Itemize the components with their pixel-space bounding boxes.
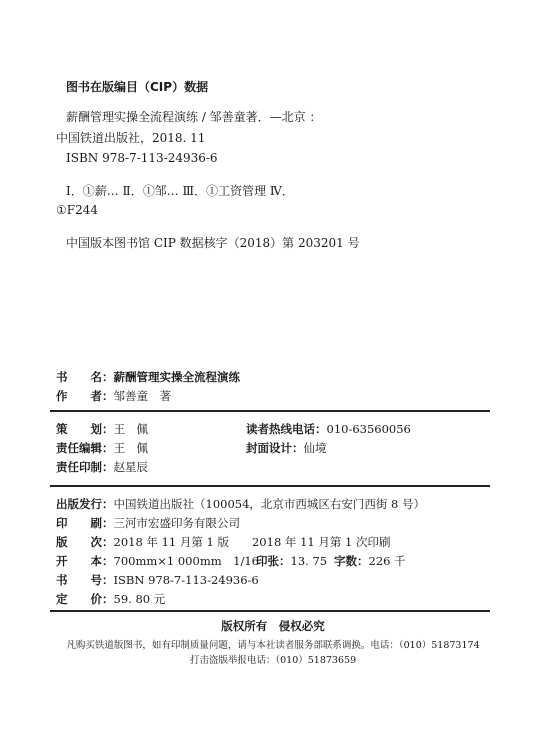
cover-label: 封面设计： <box>246 441 304 455</box>
planner-row <box>56 421 148 437</box>
cip-heading: 图书在版编目（CIP）数据 <box>66 80 209 94</box>
editor-value: 王 佩 <box>113 441 148 455</box>
isbn-value: ISBN 978-7-113-24936-6 <box>113 573 259 587</box>
price-value: 59. 80 元 <box>113 592 166 606</box>
cip-line-2: 中国铁道出版社，2018. 11 <box>56 131 206 145</box>
editor-row <box>56 440 148 456</box>
print-supervisor-value: 赵星辰 <box>113 460 148 474</box>
hotline-label: 读者热线电话： <box>246 422 327 436</box>
book-title-value: 薪酬管理实操全流程演练 <box>113 370 240 384</box>
words-label: 字数： <box>334 554 369 568</box>
isbn-label: 书 号： <box>56 573 114 587</box>
printer-label: 印 刷： <box>56 516 114 530</box>
printer-row <box>56 515 240 531</box>
edition-row <box>56 534 391 550</box>
words-value: 226 千 <box>368 554 406 568</box>
book-author-label: 作 者： <box>56 389 114 403</box>
piracy-report-line: 打击盗版举报电话：（010）51873659 <box>189 655 357 666</box>
book-author-value: 邹善童 著 <box>113 389 171 403</box>
sheets-row <box>256 553 327 569</box>
price-label: 定 价： <box>56 592 114 606</box>
price-row <box>56 591 165 607</box>
book-title-row <box>56 369 240 385</box>
words-row <box>334 553 406 569</box>
cip-line-6: 中国版本图书馆 CIP 数据核字（2018）第 203201 号 <box>66 236 360 250</box>
isbn-row <box>56 572 259 588</box>
divider-1 <box>50 410 490 412</box>
format-value: 700mm×1 000mm 1/16 <box>113 554 259 568</box>
divider-2 <box>50 485 490 487</box>
cip-line-3: ISBN 978-7-113-24936-6 <box>66 151 218 165</box>
printer-value: 三河市宏盛印务有限公司 <box>113 516 240 530</box>
sheets-value: 13. 75 <box>290 554 328 568</box>
book-author-row <box>56 388 171 404</box>
cover-row <box>246 440 327 456</box>
cover-value: 仙境 <box>303 441 327 455</box>
format-label: 开 本： <box>56 554 114 568</box>
edition-label: 版 次： <box>56 535 114 549</box>
cip-line-4: Ⅰ．①薪… Ⅱ．①邹… Ⅲ．①工资管理 Ⅳ． <box>66 184 294 198</box>
book-title-label: 书 名： <box>56 370 114 384</box>
hotline-row <box>246 421 411 437</box>
copyright-notice: 版权所有 侵权必究 <box>221 619 325 633</box>
print-supervisor-label: 责任印制： <box>56 460 114 474</box>
cip-line-5: ①F244 <box>56 203 98 217</box>
publisher-row <box>56 496 425 512</box>
publisher-label: 出版发行： <box>56 497 114 511</box>
cip-line-1: 薪酬管理实操全流程演练 / 邹善童著．—北京 ： <box>66 110 322 124</box>
edition-value: 2018 年 11 月第 1 版 2018 年 11 月第 1 次印刷 <box>113 535 391 549</box>
print-supervisor-row <box>56 459 148 475</box>
editor-label: 责任编辑： <box>56 441 114 455</box>
planner-value: 王 佩 <box>113 422 148 436</box>
publisher-value: 中国铁道出版社（100054，北京市西城区右安门西街 8 号） <box>113 497 426 511</box>
quality-notice: 凡购买铁道版图书，如有印制质量问题，请与本社读者服务部联系调换。电话：（010）51873174 <box>66 640 480 651</box>
hotline-value: 010-63560056 <box>326 422 411 436</box>
sheets-label: 印张： <box>256 554 291 568</box>
format-row <box>56 553 259 569</box>
divider-3 <box>50 610 490 612</box>
planner-label: 策 划： <box>56 422 114 436</box>
